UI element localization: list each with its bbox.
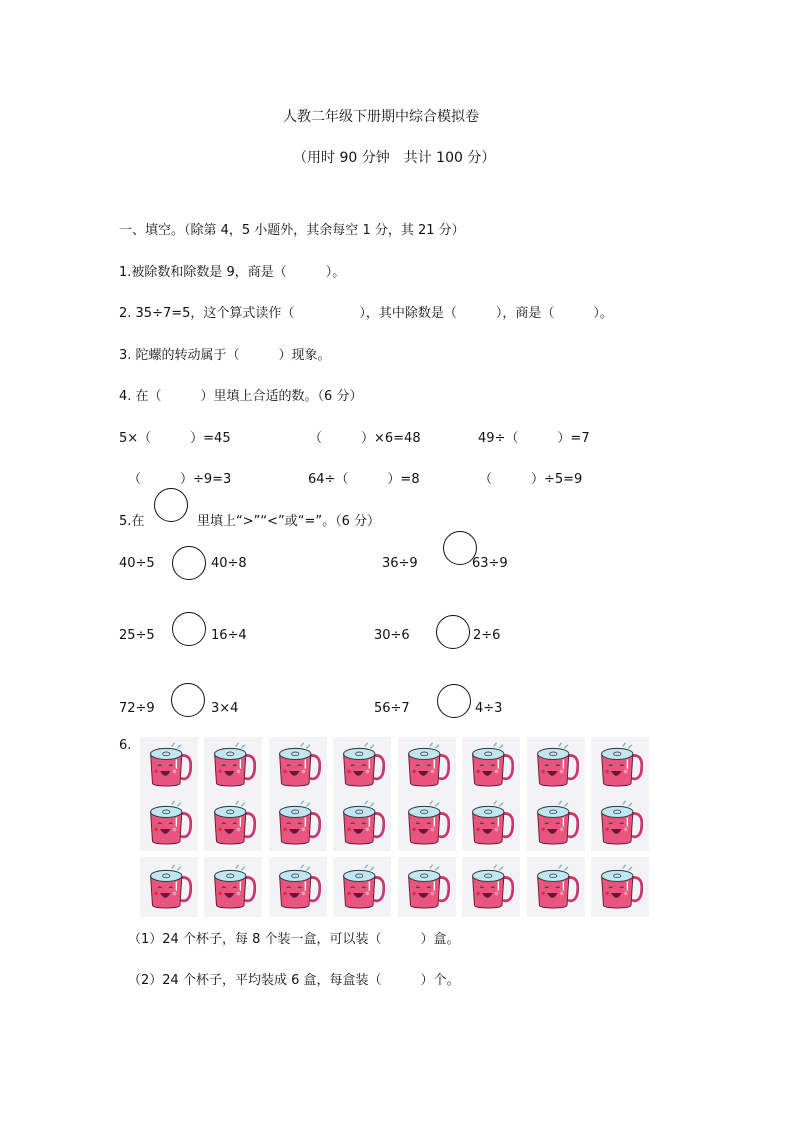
page-title: 人教二年级下册期中综合模拟卷 <box>283 109 479 125</box>
pink-mug-icon <box>339 861 385 911</box>
q5-left-expression: 30÷6 <box>374 628 410 643</box>
question-5-prompt-before: 5.在 <box>119 514 145 529</box>
q5-left-expression: 72÷9 <box>119 701 155 716</box>
q4-item: 5×（ ）=45 <box>119 431 231 446</box>
circle-icon <box>154 488 188 522</box>
pink-mug-icon <box>533 861 579 911</box>
pink-mug-icon <box>146 739 192 789</box>
q4-item: （ ）×6=48 <box>309 431 421 446</box>
q5-right-expression: 3×4 <box>211 701 239 716</box>
pink-mug-icon <box>597 797 643 847</box>
question-4-prompt: 4. 在（ ）里填上合适的数。（6 分） <box>119 389 363 404</box>
page-subtitle: （用时 90 分钟 共计 100 分） <box>293 150 496 166</box>
pink-mug-icon <box>468 861 514 911</box>
pink-mug-icon <box>339 739 385 789</box>
q5-right-expression: 63÷9 <box>472 556 508 571</box>
q5-left-expression: 56÷7 <box>374 701 410 716</box>
q4-item: （ ）÷9=3 <box>128 472 232 487</box>
answer-circle[interactable] <box>436 615 470 649</box>
answer-circle[interactable] <box>172 546 206 580</box>
q5-right-expression: 2÷6 <box>473 628 501 643</box>
q4-item: 49÷（ ）=7 <box>478 431 590 446</box>
pink-mug-icon <box>339 797 385 847</box>
pink-mug-icon <box>210 739 256 789</box>
question-6-label: 6. <box>119 738 132 753</box>
question-6-part-2: （2）24 个杯子，平均装成 6 盒，每盒装（ ）个。 <box>128 973 460 988</box>
section-heading: 一、填空。（除第 4，5 小题外，其余每空 1 分，其 21 分） <box>119 223 465 238</box>
pink-mug-icon <box>146 797 192 847</box>
pink-mug-icon <box>533 797 579 847</box>
pink-mug-icon <box>275 861 321 911</box>
question-2: 2. 35÷7=5，这个算式读作（ ），其中除数是（ ），商是（ ）。 <box>119 306 613 321</box>
answer-circle[interactable] <box>172 612 206 646</box>
pink-mug-icon <box>146 861 192 911</box>
question-5-prompt-after: 里填上“>”“<”或“=”。（6 分） <box>197 514 380 529</box>
q5-right-expression: 4÷3 <box>475 701 503 716</box>
q4-item: 64÷（ ）=8 <box>308 472 420 487</box>
pink-mug-icon <box>597 739 643 789</box>
answer-circle[interactable] <box>437 684 471 718</box>
question-3: 3. 陀螺的转动属于（ ）现象。 <box>119 348 331 363</box>
pink-mug-icon <box>404 797 450 847</box>
pink-mug-icon <box>533 739 579 789</box>
pink-mug-icon <box>468 797 514 847</box>
pink-mug-icon <box>468 739 514 789</box>
pink-mug-icon <box>404 739 450 789</box>
pink-mug-icon <box>210 797 256 847</box>
question-1: 1.被除数和除数是 9，商是（ ）。 <box>119 265 346 280</box>
pink-mug-icon <box>210 861 256 911</box>
question-6-part-1: （1）24 个杯子，每 8 个装一盒，可以装（ ）盒。 <box>128 932 460 947</box>
q5-right-expression: 40÷8 <box>211 556 247 571</box>
pink-mug-icon <box>597 861 643 911</box>
pink-mug-icon <box>404 861 450 911</box>
pink-mug-icon <box>275 797 321 847</box>
answer-circle[interactable] <box>171 683 205 717</box>
q5-left-expression: 25÷5 <box>119 628 155 643</box>
pink-mug-icon <box>275 739 321 789</box>
q5-left-expression: 36÷9 <box>382 556 418 571</box>
q4-item: （ ）÷5=9 <box>479 472 583 487</box>
q5-right-expression: 16÷4 <box>211 628 247 643</box>
q5-left-expression: 40÷5 <box>119 556 155 571</box>
